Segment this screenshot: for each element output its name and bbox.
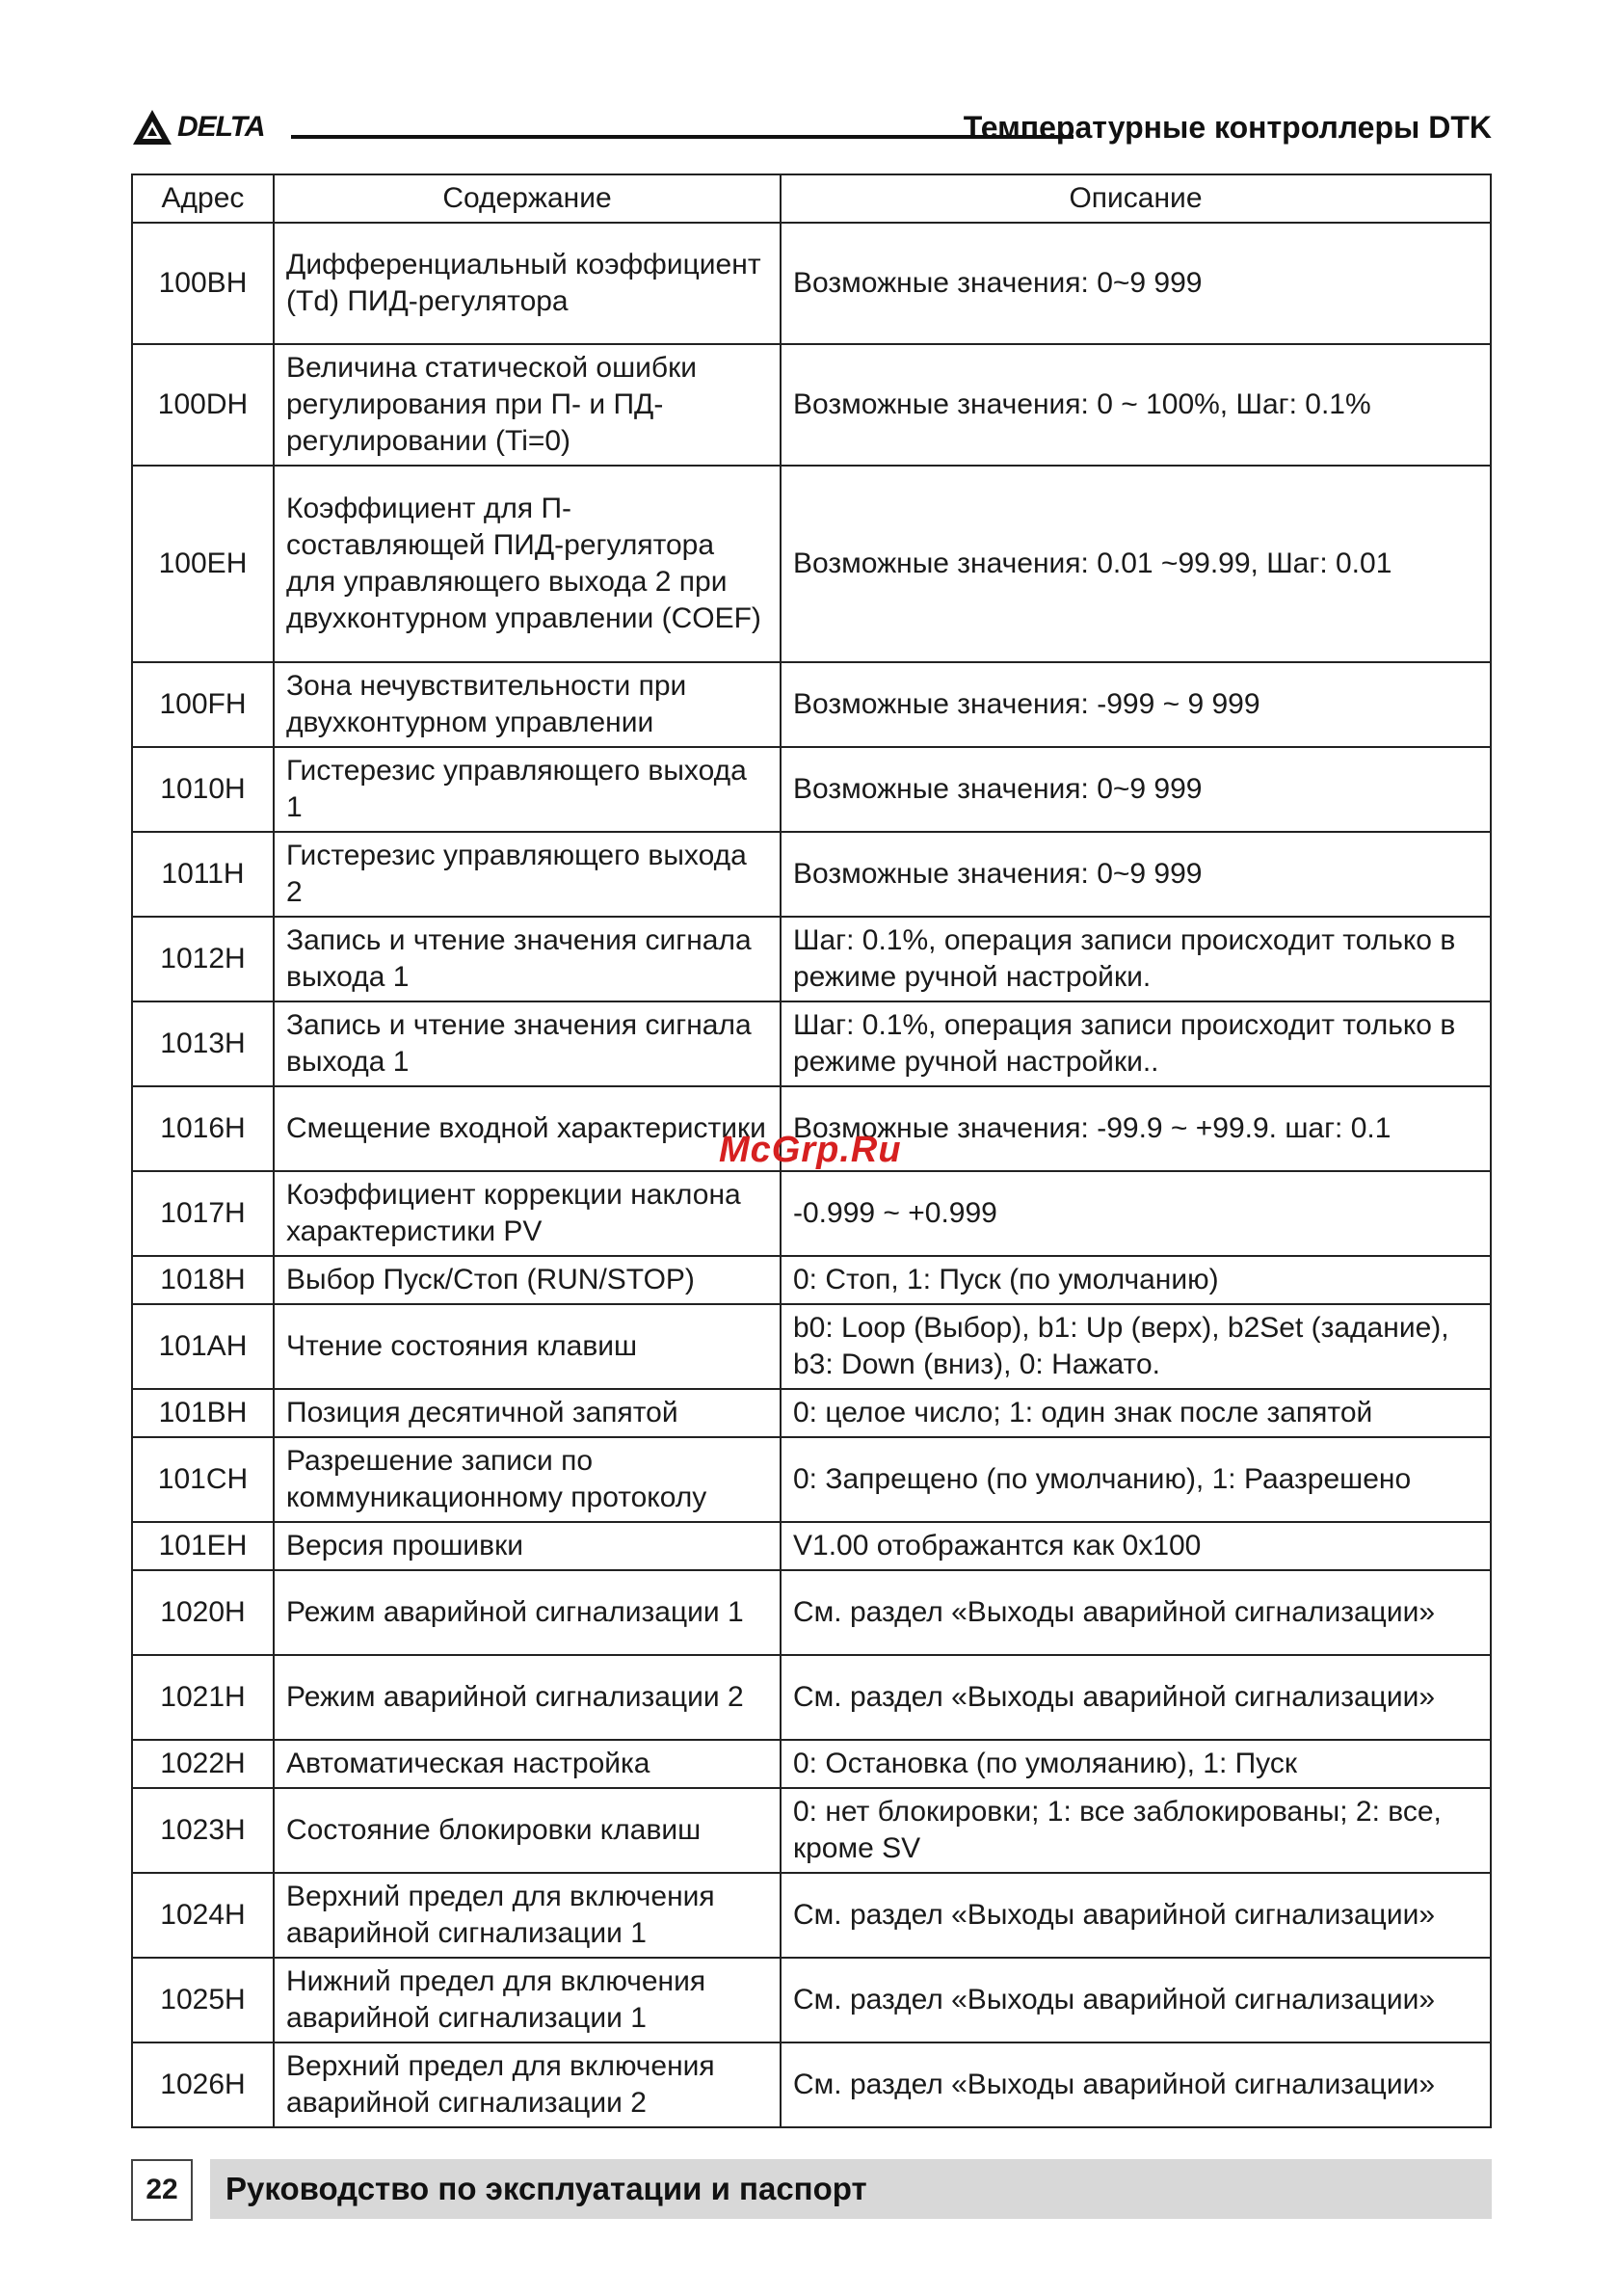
table-row: [132, 1437, 1491, 1522]
cell-content: Величина статической ошибки регулирования при П- и ПД-регулировании (Ti=0): [274, 344, 781, 466]
cell-description: V1.00 отображантся как 0x100: [781, 1522, 1491, 1570]
table-row: [132, 1001, 1491, 1086]
table-row: [132, 917, 1491, 1001]
delta-triangle-icon: [131, 108, 173, 147]
table-row: [132, 344, 1491, 466]
cell-address: 1022H: [132, 1740, 274, 1788]
watermark: McGrp.Ru: [719, 1130, 902, 1170]
cell-description: Шаг: 0.1%, операция записи происходит только в режиме ручной настройки.: [781, 917, 1491, 1001]
cell-description: См. раздел «Выходы аварийной сигнализации»: [781, 1570, 1491, 1655]
cell-description: См. раздел «Выходы аварийной сигнализации»: [781, 2042, 1491, 2127]
header-title: Температурные контроллеры DTK: [963, 110, 1492, 145]
cell-content: Состояние блокировки клавиш: [274, 1788, 781, 1873]
table-row: [132, 1256, 1491, 1304]
cell-address: 1010H: [132, 747, 274, 832]
cell-description: 0: нет блокировки; 1: все заблокированы; 2: все, кроме SV: [781, 1788, 1491, 1873]
cell-description: Возможные значения: 0.01 ~99.99, Шаг: 0.01: [781, 466, 1491, 662]
cell-description: Возможные значения: 0~9 999: [781, 832, 1491, 917]
page-number: 22: [131, 2159, 193, 2221]
cell-description: Возможные значения: 0~9 999: [781, 747, 1491, 832]
cell-address: 101AH: [132, 1304, 274, 1389]
table-row: [132, 1655, 1491, 1740]
cell-description: См. раздел «Выходы аварийной сигнализации»: [781, 1958, 1491, 2042]
table-row: [132, 1740, 1491, 1788]
cell-description: 0: Запрещено (по умолчанию), 1: Раазрешено: [781, 1437, 1491, 1522]
cell-description: Возможные значения: 0 ~ 100%, Шаг: 0.1%: [781, 344, 1491, 466]
cell-description: 0: Остановка (по умоляанию), 1: Пуск: [781, 1740, 1491, 1788]
cell-description: Шаг: 0.1%, операция записи происходит только в режиме ручной настройки..: [781, 1001, 1491, 1086]
cell-description: См. раздел «Выходы аварийной сигнализации»: [781, 1655, 1491, 1740]
logo-text: DELTA: [177, 111, 265, 143]
table-row: [132, 1389, 1491, 1437]
table-row: [132, 223, 1491, 344]
cell-description: Возможные значения: -99.9 ~ +99.9. шаг: 0.1: [781, 1086, 1491, 1171]
cell-address: 1023H: [132, 1788, 274, 1873]
table-row: [132, 747, 1491, 832]
cell-address: 1012H: [132, 917, 274, 1001]
cell-content: Версия прошивки: [274, 1522, 781, 1570]
cell-description: См. раздел «Выходы аварийной сигнализации»: [781, 1873, 1491, 1958]
cell-content: Режим аварийной сигнализации 2: [274, 1655, 781, 1740]
cell-address: 101EH: [132, 1522, 274, 1570]
cell-content: Коэффициент коррекции наклона характеристики PV: [274, 1171, 781, 1256]
cell-content: Автоматическая настройка: [274, 1740, 781, 1788]
delta-logo: [131, 106, 265, 148]
cell-content: Верхний предел для включения аварийной сигнализации 2: [274, 2042, 781, 2127]
header-rule: [291, 135, 1074, 139]
cell-content: Позиция десятичной запятой: [274, 1389, 781, 1437]
cell-content: Нижний предел для включения аварийной сигнализации 1: [274, 1958, 781, 2042]
table-row: [132, 832, 1491, 917]
cell-address: 1026H: [132, 2042, 274, 2127]
cell-content: Чтение состояния клавиш: [274, 1304, 781, 1389]
table-row: [132, 466, 1491, 662]
table-row: [132, 1873, 1491, 1958]
cell-content: Запись и чтение значения сигнала выхода 1: [274, 917, 781, 1001]
page-header: [131, 106, 1492, 148]
column-header-address: Адрес: [132, 174, 274, 223]
cell-address: 1017H: [132, 1171, 274, 1256]
footer-title: Руководство по эксплуатации и паспорт: [210, 2159, 1492, 2219]
table-header-row: [132, 174, 1491, 223]
column-header-description: Описание: [781, 174, 1491, 223]
cell-description: 0: Стоп, 1: Пуск (по умолчанию): [781, 1256, 1491, 1304]
page-footer: [131, 2159, 1492, 2223]
cell-content: Запись и чтение значения сигнала выхода 1: [274, 1001, 781, 1086]
cell-address: 1011H: [132, 832, 274, 917]
cell-content: Верхний предел для включения аварийной сигнализации 1: [274, 1873, 781, 1958]
cell-description: 0: целое число; 1: один знак после запятой: [781, 1389, 1491, 1437]
cell-content: Разрешение записи по коммуникационному протоколу: [274, 1437, 781, 1522]
cell-address: 100BH: [132, 223, 274, 344]
cell-address: 101BH: [132, 1389, 274, 1437]
table-row: [132, 1958, 1491, 2042]
cell-address: 1018H: [132, 1256, 274, 1304]
cell-address: 1016H: [132, 1086, 274, 1171]
cell-description: -0.999 ~ +0.999: [781, 1171, 1491, 1256]
cell-content: Выбор Пуск/Стоп (RUN/STOP): [274, 1256, 781, 1304]
cell-content: Коэффициент для П-составляющей ПИД-регулятора для управляющего выхода 2 при двухконтурном управлении (COEF): [274, 466, 781, 662]
cell-content: Дифференциальный коэффициент (Td) ПИД-регулятора: [274, 223, 781, 344]
table-row: [132, 662, 1491, 747]
cell-address: 1020H: [132, 1570, 274, 1655]
table-row: [132, 1570, 1491, 1655]
cell-content: Зона нечувствительности при двухконтурном управлении: [274, 662, 781, 747]
cell-address: 1013H: [132, 1001, 274, 1086]
table-row: [132, 1788, 1491, 1873]
cell-content: Гистерезис управляющего выхода 1: [274, 747, 781, 832]
cell-address: 100FH: [132, 662, 274, 747]
table-row: [132, 1304, 1491, 1389]
cell-address: 100EH: [132, 466, 274, 662]
cell-description: Возможные значения: 0~9 999: [781, 223, 1491, 344]
cell-content: Гистерезис управляющего выхода 2: [274, 832, 781, 917]
cell-description: b0: Loop (Выбор), b1: Up (верх), b2Set (задание), b3: Down (вниз), 0: Нажато.: [781, 1304, 1491, 1389]
cell-address: 1024H: [132, 1873, 274, 1958]
cell-address: 101CH: [132, 1437, 274, 1522]
table-row: [132, 1522, 1491, 1570]
column-header-content: Содержание: [274, 174, 781, 223]
cell-address: 1021H: [132, 1655, 274, 1740]
table-body: [132, 223, 1491, 2127]
cell-description: Возможные значения: -999 ~ 9 999: [781, 662, 1491, 747]
table-row: [132, 1171, 1491, 1256]
cell-content: Режим аварийной сигнализации 1: [274, 1570, 781, 1655]
cell-address: 100DH: [132, 344, 274, 466]
table-row: [132, 2042, 1491, 2127]
cell-address: 1025H: [132, 1958, 274, 2042]
cell-content: Смещение входной характеристики: [274, 1086, 781, 1171]
